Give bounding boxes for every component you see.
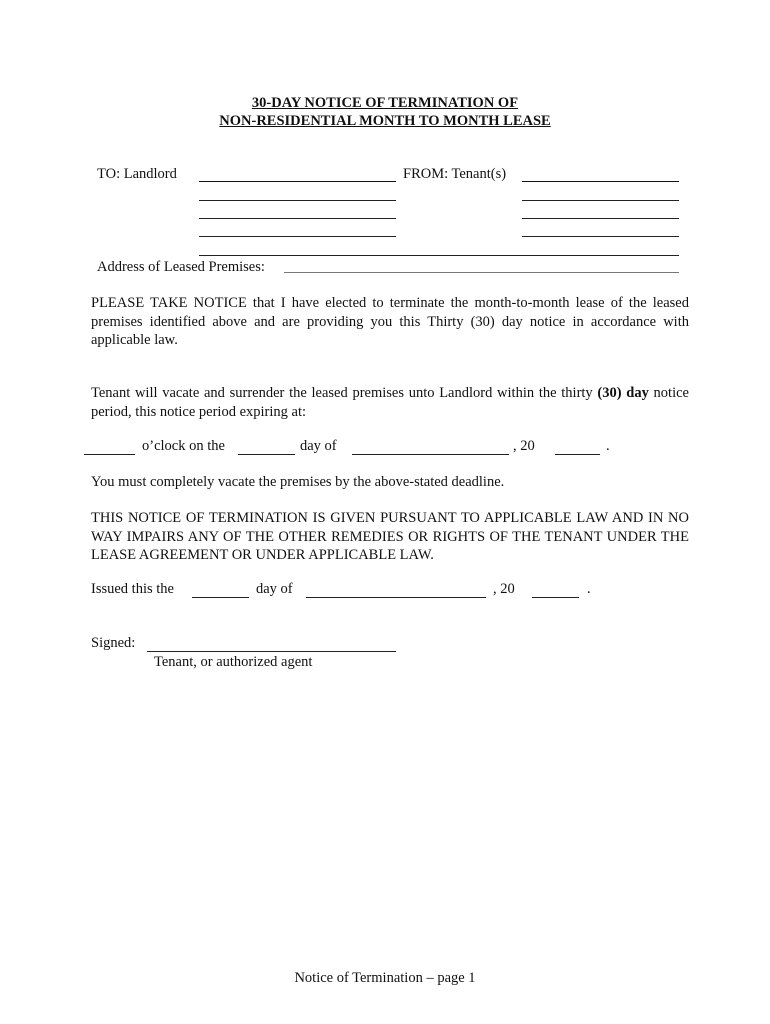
- issued-month-field[interactable]: [306, 597, 486, 598]
- address-field[interactable]: [284, 272, 679, 273]
- vacate-text-bold: (30) day: [597, 385, 649, 401]
- tenant-address-field-1[interactable]: [522, 200, 679, 201]
- separator-line: [199, 255, 679, 256]
- vacate-text-after: notice period, this notice period expiring at:: [91, 385, 689, 420]
- from-tenant-label: FROM: Tenant(s): [403, 166, 507, 182]
- issued-day-field[interactable]: [192, 597, 249, 598]
- expiry-day-of-label: day of: [300, 438, 337, 454]
- document-title-line-2: NON-RESIDENTIAL MONTH TO MONTH LEASE: [219, 113, 551, 129]
- page-footer: Notice of Termination – page 1: [294, 970, 476, 986]
- issued-year-field[interactable]: [532, 597, 579, 598]
- to-landlord-label: TO: Landlord: [97, 166, 177, 182]
- tenant-name-field[interactable]: [522, 181, 679, 182]
- issued-label: Issued this the: [91, 581, 174, 597]
- issued-period: .: [587, 581, 591, 597]
- address-label: Address of Leased Premises:: [97, 259, 265, 275]
- expiry-period: .: [606, 438, 610, 454]
- oclock-label: o’clock on the: [142, 438, 225, 454]
- tenant-address-field-2[interactable]: [522, 218, 679, 219]
- landlord-address-field-3[interactable]: [199, 236, 396, 237]
- expiry-day-field[interactable]: [238, 454, 295, 455]
- expiry-year-field[interactable]: [555, 454, 600, 455]
- signed-label: Signed:: [91, 635, 136, 651]
- signature-field[interactable]: [147, 651, 396, 652]
- expiry-hour-field[interactable]: [84, 454, 135, 455]
- document-title-line-1: 30-DAY NOTICE OF TERMINATION OF: [251, 95, 519, 111]
- landlord-address-field-1[interactable]: [199, 200, 396, 201]
- signature-caption: Tenant, or authorized agent: [154, 654, 313, 670]
- landlord-address-field-2[interactable]: [199, 218, 396, 219]
- vacate-deadline-text: You must completely vacate the premises by the above-stated deadline.: [91, 474, 505, 490]
- expiry-year-prefix: , 20: [513, 438, 535, 454]
- legal-notice-paragraph: THIS NOTICE OF TERMINATION IS GIVEN PURSUANT TO APPLICABLE LAW AND IN NO WAY IMPAIRS ANY OF THE OTHER REMEDIES OR RIGHTS OF THE TENANT UNDER THE LEASE AGREEMENT OR UNDER APPLICABLE LAW.: [91, 510, 689, 563]
- landlord-name-field[interactable]: [199, 181, 396, 182]
- expiry-month-field[interactable]: [352, 454, 509, 455]
- vacate-text-before: Tenant will vacate and surrender the leased premises unto Landlord within the thirty: [91, 385, 598, 401]
- tenant-address-field-3[interactable]: [522, 236, 679, 237]
- issued-year-prefix: , 20: [493, 581, 515, 597]
- issued-day-of-label: day of: [256, 581, 293, 597]
- vacate-paragraph: [91, 384, 689, 421]
- notice-paragraph: PLEASE TAKE NOTICE that I have elected to terminate the month-to-month lease of the leased premises identified above and are providing you this Thirty (30) day notice in accordance with applicable law.: [91, 295, 689, 348]
